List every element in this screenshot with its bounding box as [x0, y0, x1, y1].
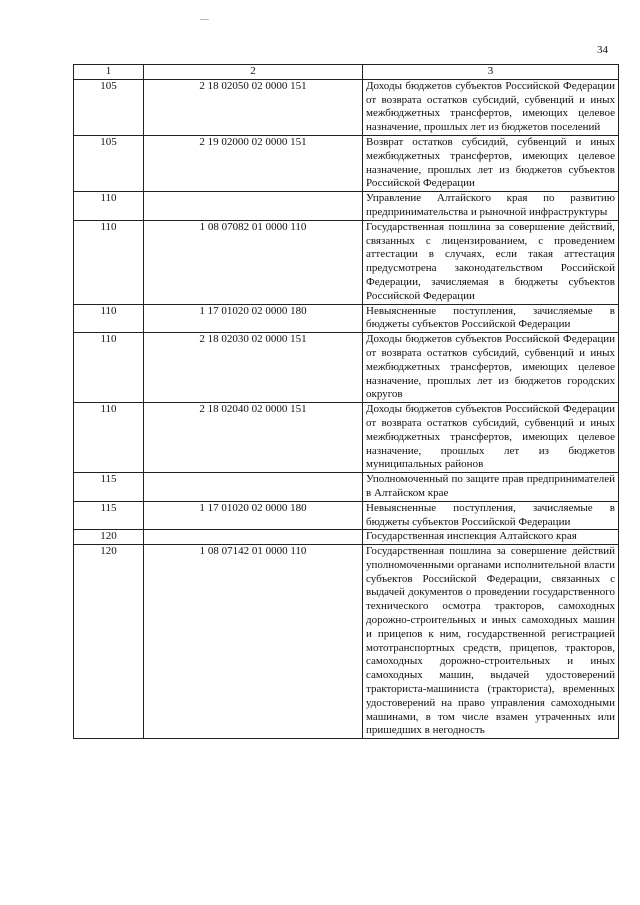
- revenue-code-cell: 1 08 07142 01 0000 110: [144, 545, 363, 739]
- admin-code-cell: 110: [74, 333, 144, 403]
- admin-code-cell: 110: [74, 192, 144, 221]
- revenue-codes-table: [73, 64, 619, 739]
- revenue-code-cell: 2 19 02000 02 0000 151: [144, 135, 363, 191]
- scan-mark: [200, 19, 209, 20]
- admin-code-cell: 105: [74, 79, 144, 135]
- table-row: [74, 530, 619, 545]
- page-number: 34: [597, 44, 608, 56]
- revenue-code-cell: [144, 192, 363, 221]
- admin-code-cell: 120: [74, 530, 144, 545]
- revenue-name-cell: Государственная инспекция Алтайского края: [363, 530, 619, 545]
- table-row: [74, 192, 619, 221]
- revenue-code-cell: 2 18 02040 02 0000 151: [144, 403, 363, 473]
- revenue-code-cell: [144, 530, 363, 545]
- table-row: [74, 473, 619, 502]
- revenue-name-cell: Уполномоченный по защите прав предпринимателей в Алтайском крае: [363, 473, 619, 502]
- table-row: [74, 403, 619, 473]
- revenue-code-cell: 2 18 02030 02 0000 151: [144, 333, 363, 403]
- revenue-code-cell: [144, 473, 363, 502]
- table-row: [74, 220, 619, 304]
- revenue-name-cell: Государственная пошлина за совершение действий, связанных с лицензированием, с проведением аттестации в случаях, если такая аттестация предусмотрена законодательством Российской Федерации, зачисляемая в бюджеты субъектов Российской Федерации: [363, 220, 619, 304]
- admin-code-cell: 105: [74, 135, 144, 191]
- header-col-1: 1: [74, 65, 144, 80]
- admin-code-cell: 115: [74, 501, 144, 530]
- admin-code-cell: 115: [74, 473, 144, 502]
- table-row: [74, 501, 619, 530]
- revenue-name-cell: Возврат остатков субсидий, субвенций и иных межбюджетных трансфертов, имеющих целевое назначение, прошлых лет из бюджетов субъектов Российской Федерации: [363, 135, 619, 191]
- revenue-name-cell: Невыясненные поступления, зачисляемые в бюджеты субъектов Российской Федерации: [363, 304, 619, 333]
- admin-code-cell: 120: [74, 545, 144, 739]
- header-col-3: 3: [363, 65, 619, 80]
- admin-code-cell: 110: [74, 403, 144, 473]
- table-row: [74, 304, 619, 333]
- header-col-2: 2: [144, 65, 363, 80]
- admin-code-cell: 110: [74, 220, 144, 304]
- revenue-name-cell: Доходы бюджетов субъектов Российской Федерации от возврата остатков субсидий, субвенций и иных межбюджетных трансфертов, имеющих целевое назначение, прошлых лет из бюджетов муниципальных районов: [363, 403, 619, 473]
- table-row: [74, 135, 619, 191]
- table-row: [74, 333, 619, 403]
- revenue-name-cell: Доходы бюджетов субъектов Российской Федерации от возврата остатков субсидий, субвенций и иных межбюджетных трансфертов, имеющих целевое назначение, прошлых лет из бюджетов городских округов: [363, 333, 619, 403]
- revenue-name-cell: Доходы бюджетов субъектов Российской Федерации от возврата остатков субсидий, субвенций и иных межбюджетных трансфертов, имеющих целевое назначение, прошлых лет из бюджетов поселений: [363, 79, 619, 135]
- revenue-code-cell: 1 17 01020 02 0000 180: [144, 304, 363, 333]
- revenue-code-cell: 1 08 07082 01 0000 110: [144, 220, 363, 304]
- table-header-row: [74, 65, 619, 80]
- revenue-name-cell: Государственная пошлина за совершение действий уполномоченными органами исполнительной власти субъектов Российской Федерации, связанных с выдачей документов о проведении государственного технического осмотра тракторов, самоходных дорожно-строительных и иных самоходных машин и прицепов к ним, государственной регистрацией мототранспортных средств, прицепов, тракторов, самоходных дорожно-строительных и иных самоходных машин, выдачей удостоверений тракториста-машиниста (тракториста), временных удостоверений на право управления самоходными машинами, в том числе взамен утраченных или пришедших в негодность: [363, 545, 619, 739]
- revenue-code-cell: 1 17 01020 02 0000 180: [144, 501, 363, 530]
- table-row: [74, 79, 619, 135]
- revenue-code-cell: 2 18 02050 02 0000 151: [144, 79, 363, 135]
- admin-code-cell: 110: [74, 304, 144, 333]
- revenue-name-cell: Управление Алтайского края по развитию предпринимательства и рыночной инфраструктуры: [363, 192, 619, 221]
- table-row: [74, 545, 619, 739]
- revenue-name-cell: Невыясненные поступления, зачисляемые в бюджеты субъектов Российской Федерации: [363, 501, 619, 530]
